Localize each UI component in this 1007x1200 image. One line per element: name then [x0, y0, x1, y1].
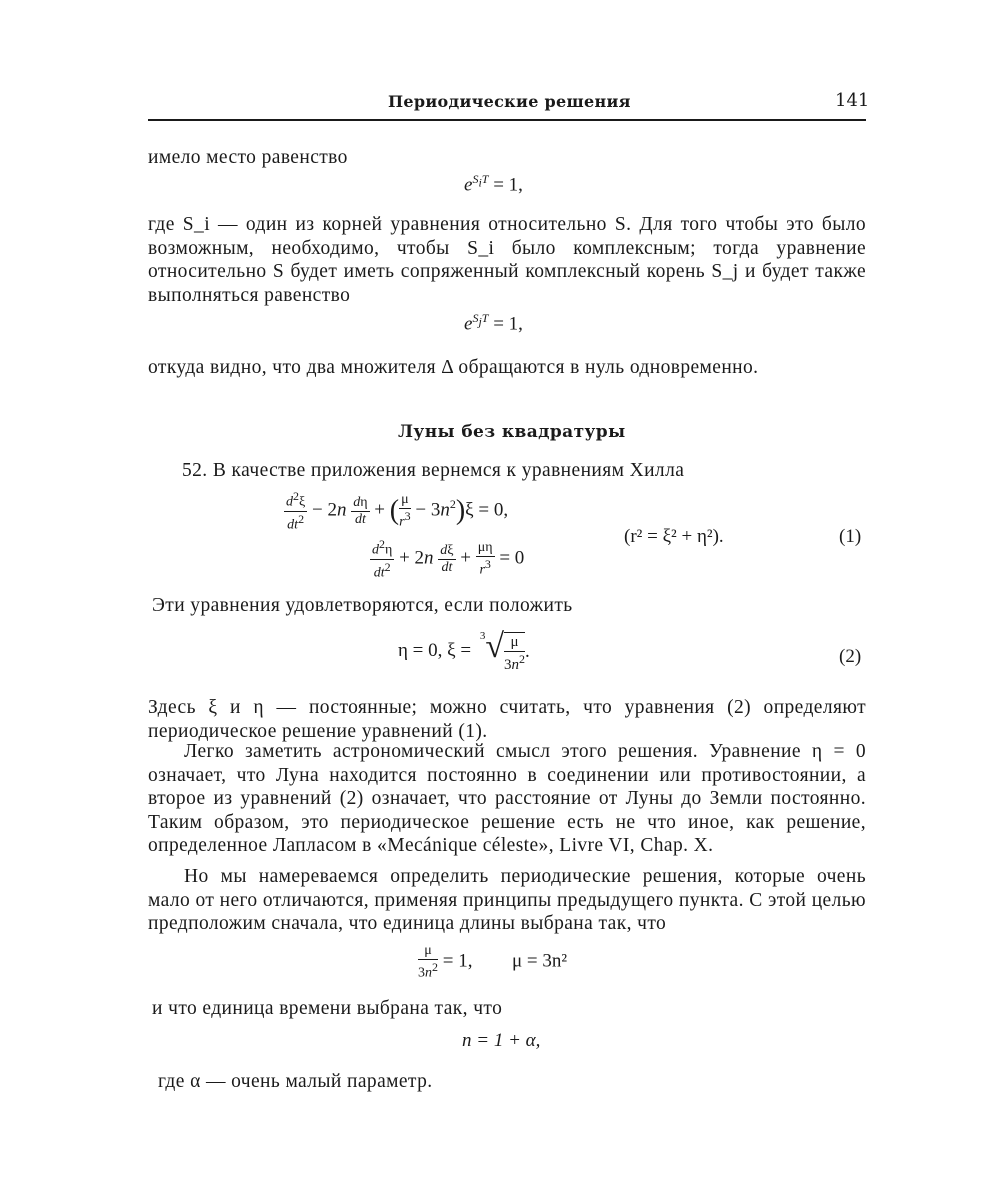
equation-units-a: = 1,: [442, 950, 473, 972]
equation-e-sj-t: $e^{S_jT} = 1$,: [464, 311, 523, 335]
page-number: 141: [835, 90, 870, 111]
paragraph-time-unit: и что единица времени выбрана так, что: [152, 998, 503, 1019]
equation-2: η = 0, ξ = $^3$√ $\frac{\mu}{3n^2}$ .: [398, 628, 530, 674]
equation-units-b: μ = 3n²: [511, 950, 568, 972]
equation-e-si-t: $e^{S_iT} = 1$,: [464, 172, 523, 196]
equation-e-si-t-rhs: = 1,: [493, 174, 523, 196]
paragraph-satisfied: Эти уравнения удовлетворяются, если положить: [152, 595, 573, 616]
paragraph-constants: Здесь ξ и η — постоянные; можно считать, что уравнения (2) определяют периодическое решение уравнений (1).: [148, 697, 866, 742]
header-rule: [148, 119, 866, 121]
equation-number-2: (2): [839, 646, 862, 667]
paragraph-52: 52. В качестве приложения вернемся к уравнениям Хилла: [182, 460, 685, 481]
equation-number-1: (1): [839, 526, 862, 547]
paragraph-astronomical-meaning: Легко заметить астрономический смысл этого решения. Уравнение η = 0 означает, что Луна находится постоянно в соединении или противостоянии, а второе из уравнений (2) означает, что расстояние от Луны до Земли постоянно. Таким образом, это периодическое решение есть не что иное, как решение, определенное Лапласом в «Mecánique céleste», Livre VI, Chap. X.: [148, 741, 866, 856]
equation-e-sj-t-rhs: = 1,: [493, 313, 523, 335]
hill-equation-2: $\frac{d^2\eta}{dt^2}$ + 2n $\frac{d\xi}{dt}$ + $\frac{\mu\eta}{r^3}$ = 0: [372, 537, 525, 581]
hill-equation-1: $\frac{d^2\xi}{dt^2}$ − 2n $\frac{d\eta}{dt}$ + ( $\frac{\mu}{r^3}$ − $3n^2)\xi = 0$,: [286, 489, 509, 533]
paragraph-intro: имело место равенство: [148, 147, 348, 168]
paragraph-roots: где S_i — один из корней уравнения относительно S. Для того чтобы это было возможным, необходимо, чтобы S_i было комплексным; тогда уравнение относительно S будет иметь сопряженный комплексный корень S_j и будет также выполняться равенство: [148, 214, 866, 306]
paragraph-intention: Но мы намереваемся определить периодические решения, которые очень мало от него отличаются, применяя принципы предыдущего пункта. С этой целью предположим сначала, что единица длины выбрана так, что: [148, 866, 866, 934]
equation-units: $\frac{\mu}{3n^2}$ = 1, μ = 3n²: [418, 943, 568, 981]
equation-2-left: η = 0, ξ =: [398, 639, 472, 661]
paragraph-alpha: где α — очень малый параметр.: [158, 1071, 433, 1092]
equation-n: n = 1 + α,: [462, 1030, 541, 1051]
section-title: Луны без квадратуры: [398, 422, 626, 442]
equation-r-squared: (r² = ξ² + η²).: [624, 526, 724, 547]
running-header-title: Периодические решения: [388, 92, 631, 111]
paragraph-conclusion: откуда видно, что два множителя Δ обращаются в нуль одновременно.: [148, 357, 759, 378]
